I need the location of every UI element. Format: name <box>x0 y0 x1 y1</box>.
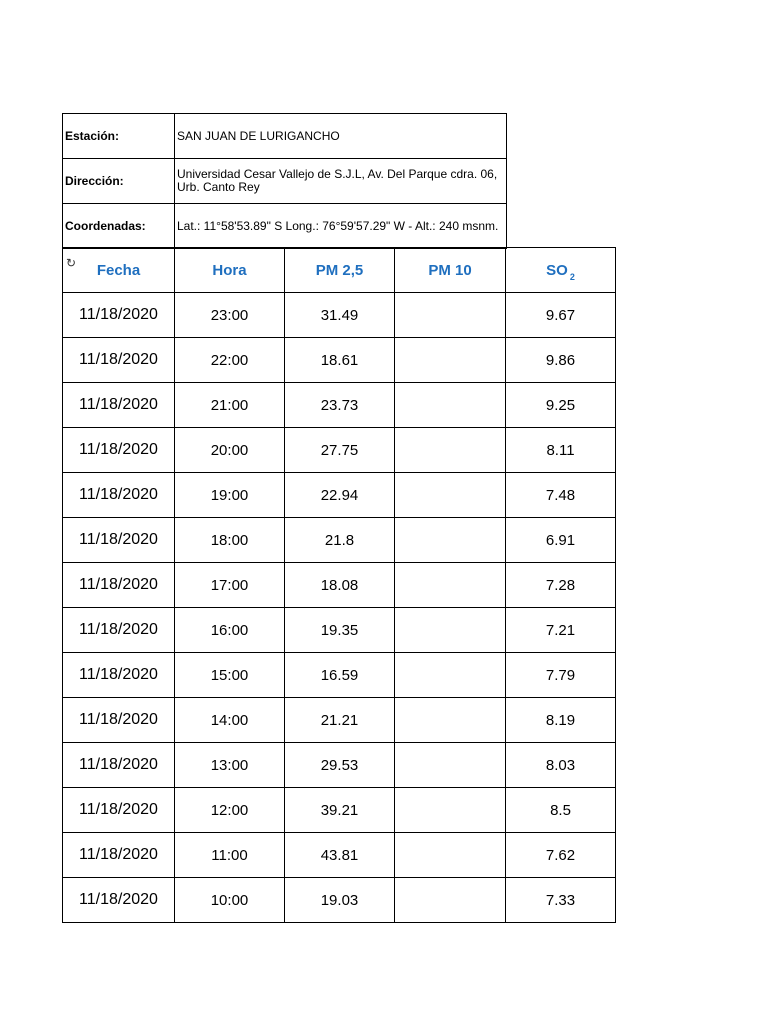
cell-so2[interactable]: 7.62 <box>506 833 616 878</box>
table-row <box>63 473 616 518</box>
cell-pm25[interactable]: 43.81 <box>285 833 395 878</box>
cell-pm10[interactable] <box>395 338 506 383</box>
measurements-body <box>63 293 616 923</box>
cell-so2[interactable]: 7.79 <box>506 653 616 698</box>
refresh-icon[interactable]: ↻ <box>66 256 77 270</box>
table-row <box>63 698 616 743</box>
station-value: SAN JUAN DE LURIGANCHO <box>175 114 507 159</box>
cell-fecha[interactable]: 11/18/2020 <box>63 563 175 608</box>
cell-hora[interactable]: 12:00 <box>175 788 285 833</box>
cell-fecha[interactable]: 11/18/2020 <box>63 428 175 473</box>
table-row <box>63 608 616 653</box>
table-row <box>63 383 616 428</box>
table-row <box>63 833 616 878</box>
header-hora[interactable]: Hora <box>175 248 285 293</box>
cell-pm25[interactable]: 16.59 <box>285 653 395 698</box>
cell-so2[interactable]: 8.5 <box>506 788 616 833</box>
cell-so2[interactable]: 6.91 <box>506 518 616 563</box>
header-fecha[interactable] <box>63 248 175 293</box>
address-row <box>63 159 507 204</box>
cell-pm25[interactable]: 22.94 <box>285 473 395 518</box>
address-value: Universidad Cesar Vallejo de S.J.L, Av. Del Parque cdra. 06, Urb. Canto Rey <box>175 159 507 204</box>
cell-pm25[interactable]: 27.75 <box>285 428 395 473</box>
cell-hora[interactable]: 19:00 <box>175 473 285 518</box>
cell-pm10[interactable] <box>395 518 506 563</box>
cell-pm10[interactable] <box>395 788 506 833</box>
cell-so2[interactable]: 7.28 <box>506 563 616 608</box>
cell-hora[interactable]: 14:00 <box>175 698 285 743</box>
station-label: Estación: <box>63 114 175 159</box>
cell-hora[interactable]: 21:00 <box>175 383 285 428</box>
cell-fecha[interactable]: 11/18/2020 <box>63 293 175 338</box>
cell-hora[interactable]: 22:00 <box>175 338 285 383</box>
measurements-table <box>62 247 616 923</box>
cell-pm25[interactable]: 21.8 <box>285 518 395 563</box>
cell-hora[interactable]: 16:00 <box>175 608 285 653</box>
cell-pm10[interactable] <box>395 698 506 743</box>
cell-hora[interactable]: 20:00 <box>175 428 285 473</box>
cell-pm25[interactable]: 18.08 <box>285 563 395 608</box>
cell-hora[interactable]: 18:00 <box>175 518 285 563</box>
cell-pm10[interactable] <box>395 473 506 518</box>
cell-so2[interactable]: 9.67 <box>506 293 616 338</box>
cell-fecha[interactable]: 11/18/2020 <box>63 698 175 743</box>
cell-pm10[interactable] <box>395 383 506 428</box>
table-row <box>63 653 616 698</box>
cell-pm25[interactable]: 39.21 <box>285 788 395 833</box>
cell-fecha[interactable]: 11/18/2020 <box>63 833 175 878</box>
header-so2[interactable] <box>506 248 616 293</box>
cell-fecha[interactable]: 11/18/2020 <box>63 338 175 383</box>
cell-pm10[interactable] <box>395 293 506 338</box>
cell-pm25[interactable]: 31.49 <box>285 293 395 338</box>
table-row <box>63 428 616 473</box>
cell-pm25[interactable]: 19.03 <box>285 878 395 923</box>
cell-hora[interactable]: 15:00 <box>175 653 285 698</box>
header-pm10[interactable]: PM 10 <box>395 248 506 293</box>
cell-hora[interactable]: 17:00 <box>175 563 285 608</box>
cell-hora[interactable]: 11:00 <box>175 833 285 878</box>
cell-so2[interactable]: 7.21 <box>506 608 616 653</box>
header-pm25[interactable]: PM 2,5 <box>285 248 395 293</box>
table-row <box>63 293 616 338</box>
cell-hora[interactable]: 23:00 <box>175 293 285 338</box>
coordinates-value: Lat.: 11°58'53.89" S Long.: 76°59'57.29" W - Alt.: 240 msnm. <box>175 204 507 249</box>
cell-fecha[interactable]: 11/18/2020 <box>63 743 175 788</box>
coordinates-row <box>63 204 507 249</box>
cell-pm10[interactable] <box>395 428 506 473</box>
table-row <box>63 563 616 608</box>
table-row <box>63 518 616 563</box>
cell-so2[interactable]: 9.86 <box>506 338 616 383</box>
cell-pm10[interactable] <box>395 608 506 653</box>
header-fecha-label: Fecha <box>96 261 141 279</box>
cell-fecha[interactable]: 11/18/2020 <box>63 608 175 653</box>
cell-so2[interactable]: 7.48 <box>506 473 616 518</box>
table-row <box>63 743 616 788</box>
cell-fecha[interactable]: 11/18/2020 <box>63 788 175 833</box>
cell-fecha[interactable]: 11/18/2020 <box>63 878 175 923</box>
table-row <box>63 338 616 383</box>
cell-fecha[interactable]: 11/18/2020 <box>63 383 175 428</box>
cell-pm10[interactable] <box>395 563 506 608</box>
cell-pm25[interactable]: 29.53 <box>285 743 395 788</box>
cell-so2[interactable]: 8.19 <box>506 698 616 743</box>
station-row <box>63 114 507 159</box>
cell-fecha[interactable]: 11/18/2020 <box>63 473 175 518</box>
table-row <box>63 788 616 833</box>
cell-fecha[interactable]: 11/18/2020 <box>63 653 175 698</box>
header-so2-subscript: 2 <box>569 271 575 282</box>
cell-pm10[interactable] <box>395 833 506 878</box>
header-row <box>63 248 616 293</box>
cell-pm10[interactable] <box>395 878 506 923</box>
cell-pm10[interactable] <box>395 743 506 788</box>
cell-hora[interactable]: 10:00 <box>175 878 285 923</box>
cell-pm10[interactable] <box>395 653 506 698</box>
header-so2-label: SO <box>546 261 568 279</box>
cell-so2[interactable]: 7.33 <box>506 878 616 923</box>
address-label: Dirección: <box>63 159 175 204</box>
cell-hora[interactable]: 13:00 <box>175 743 285 788</box>
table-row <box>63 878 616 923</box>
cell-so2[interactable]: 8.03 <box>506 743 616 788</box>
cell-pm25[interactable]: 19.35 <box>285 608 395 653</box>
cell-so2[interactable]: 9.25 <box>506 383 616 428</box>
cell-pm25[interactable]: 21.21 <box>285 698 395 743</box>
cell-so2[interactable]: 8.11 <box>506 428 616 473</box>
station-info-table <box>62 113 507 249</box>
cell-pm25[interactable]: 18.61 <box>285 338 395 383</box>
cell-pm25[interactable]: 23.73 <box>285 383 395 428</box>
coordinates-label: Coordenadas: <box>63 204 175 249</box>
cell-fecha[interactable]: 11/18/2020 <box>63 518 175 563</box>
